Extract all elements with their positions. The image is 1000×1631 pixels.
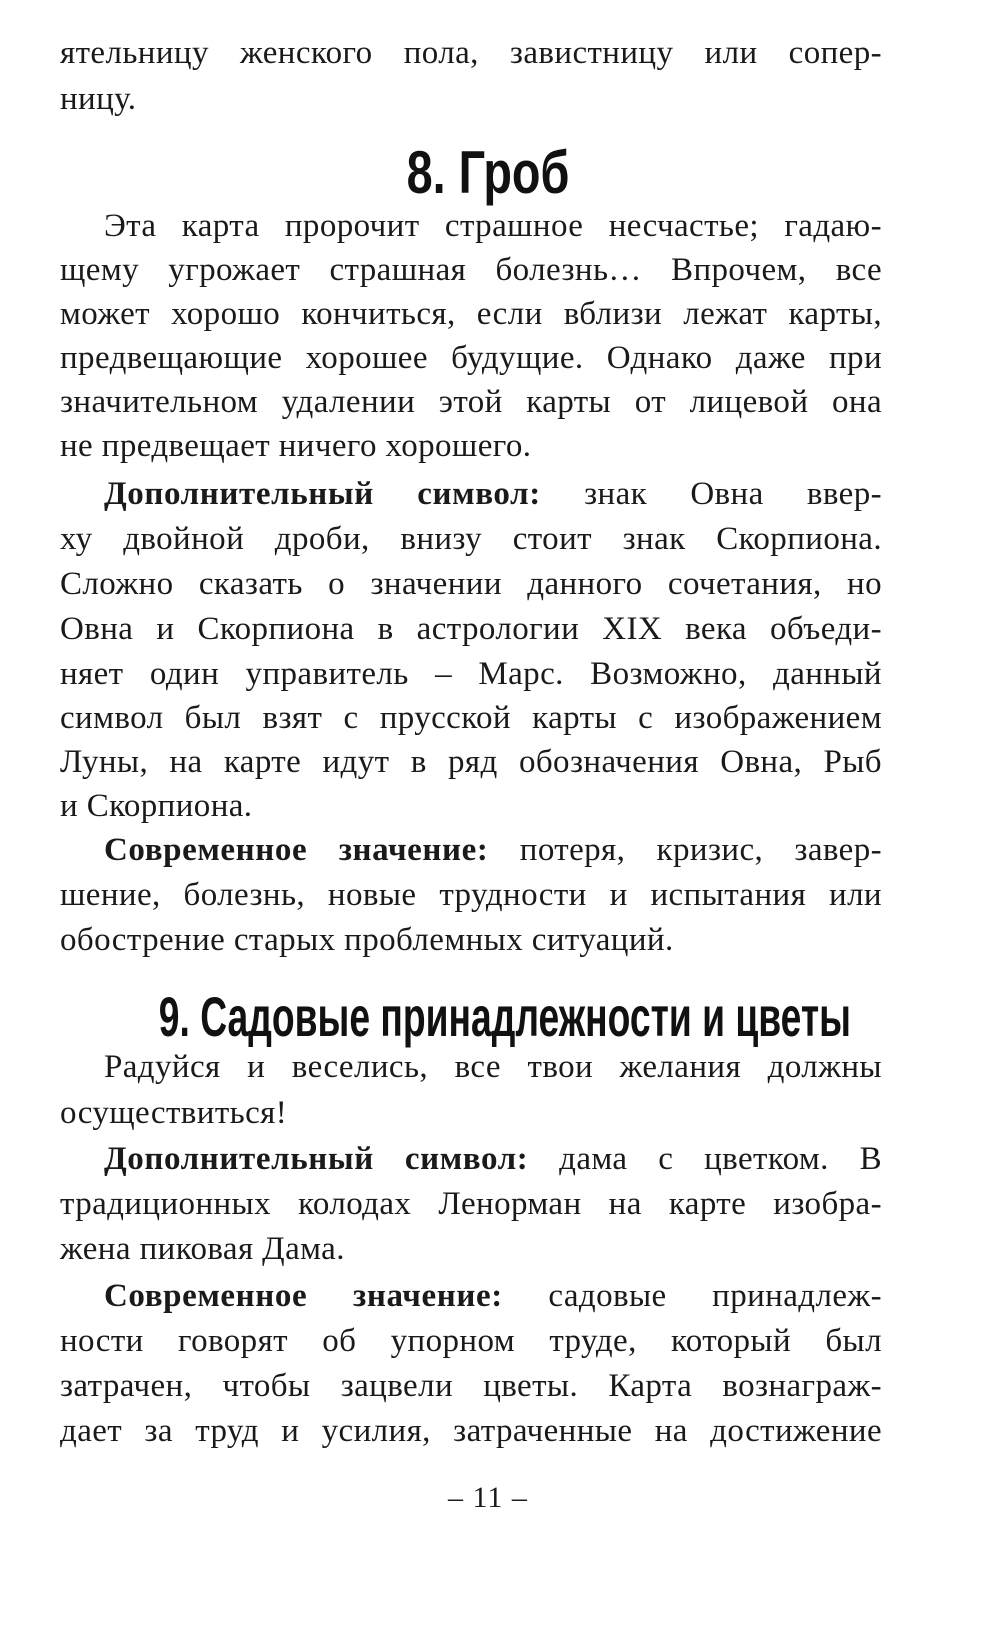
text-line: и Скорпиона. bbox=[60, 788, 253, 824]
text-line: затрачен, чтобы зацвели цветы. Карта вознаграж- bbox=[60, 1368, 882, 1404]
text-line bbox=[104, 1136, 882, 1182]
text-line: Эта карта пророчит страшное несчастье; гадаю- bbox=[104, 208, 882, 244]
text-line: символ был взят с прусской карты с изображением bbox=[60, 700, 882, 736]
text-line: дает за труд и усилия, затраченные на достижение bbox=[60, 1413, 882, 1449]
text-line: Сложно сказать о значении данного сочетания, но bbox=[60, 566, 882, 602]
text-line: ятельницу женского пола, завистницу или сопер- bbox=[60, 35, 882, 71]
symbol-label: Дополнительный символ: bbox=[104, 1141, 529, 1177]
modern-text: садовые принадлеж- bbox=[548, 1278, 882, 1314]
text-line: жена пиковая Дама. bbox=[60, 1231, 345, 1267]
text-line bbox=[104, 827, 882, 873]
text-line bbox=[104, 1273, 882, 1319]
text-line: значительном удалении этой карты от лицевой она bbox=[60, 384, 882, 420]
text-line: Луны, на карте идут в ряд обозначения Овна, Рыб bbox=[60, 744, 882, 780]
text-line: традиционных колодах Ленорман на карте изобра- bbox=[60, 1186, 882, 1222]
modern-label: Современное значение: bbox=[104, 1278, 503, 1314]
text-line: ху двойной дроби, внизу стоит знак Скорпиона. bbox=[60, 521, 882, 557]
symbol-label: Дополнительный символ: bbox=[104, 476, 541, 512]
text-line: Овна и Скорпиона в астрологии XIX века объеди- bbox=[60, 611, 882, 647]
text-line: няет один управитель – Марс. Возможно, данный bbox=[60, 656, 882, 692]
modern-text: потеря, кризис, завер- bbox=[519, 832, 883, 868]
modern-label: Современное значение: bbox=[104, 832, 489, 868]
symbol-text: дама с цветком. В bbox=[559, 1141, 882, 1177]
page-number: – 11 – bbox=[448, 1481, 528, 1514]
text-line: ности говорят об упорном труде, который был bbox=[60, 1323, 882, 1359]
text-line: ницу. bbox=[60, 81, 137, 117]
text-line: осуществиться! bbox=[60, 1095, 288, 1131]
section-heading-9: 9. Садовые принадлежности и цветы bbox=[158, 985, 851, 1048]
symbol-text: знак Овна ввер- bbox=[584, 476, 882, 512]
section-heading-8: 8. Гроб bbox=[406, 139, 570, 206]
text-line: Радуйся и веселись, все твои желания должны bbox=[104, 1049, 882, 1085]
text-line: обострение старых проблемных ситуаций. bbox=[60, 922, 674, 958]
text-line: может хорошо кончиться, если вблизи лежат карты, bbox=[60, 296, 882, 332]
text-line: не предвещает ничего хорошего. bbox=[60, 428, 532, 464]
text-line: предвещающие хорошее будущие. Однако даже при bbox=[60, 340, 882, 376]
text-line: шение, болезнь, новые трудности и испытания или bbox=[60, 877, 882, 913]
text-line bbox=[104, 471, 882, 517]
text-line: щему угрожает страшная болезнь… Впрочем, все bbox=[60, 252, 882, 288]
